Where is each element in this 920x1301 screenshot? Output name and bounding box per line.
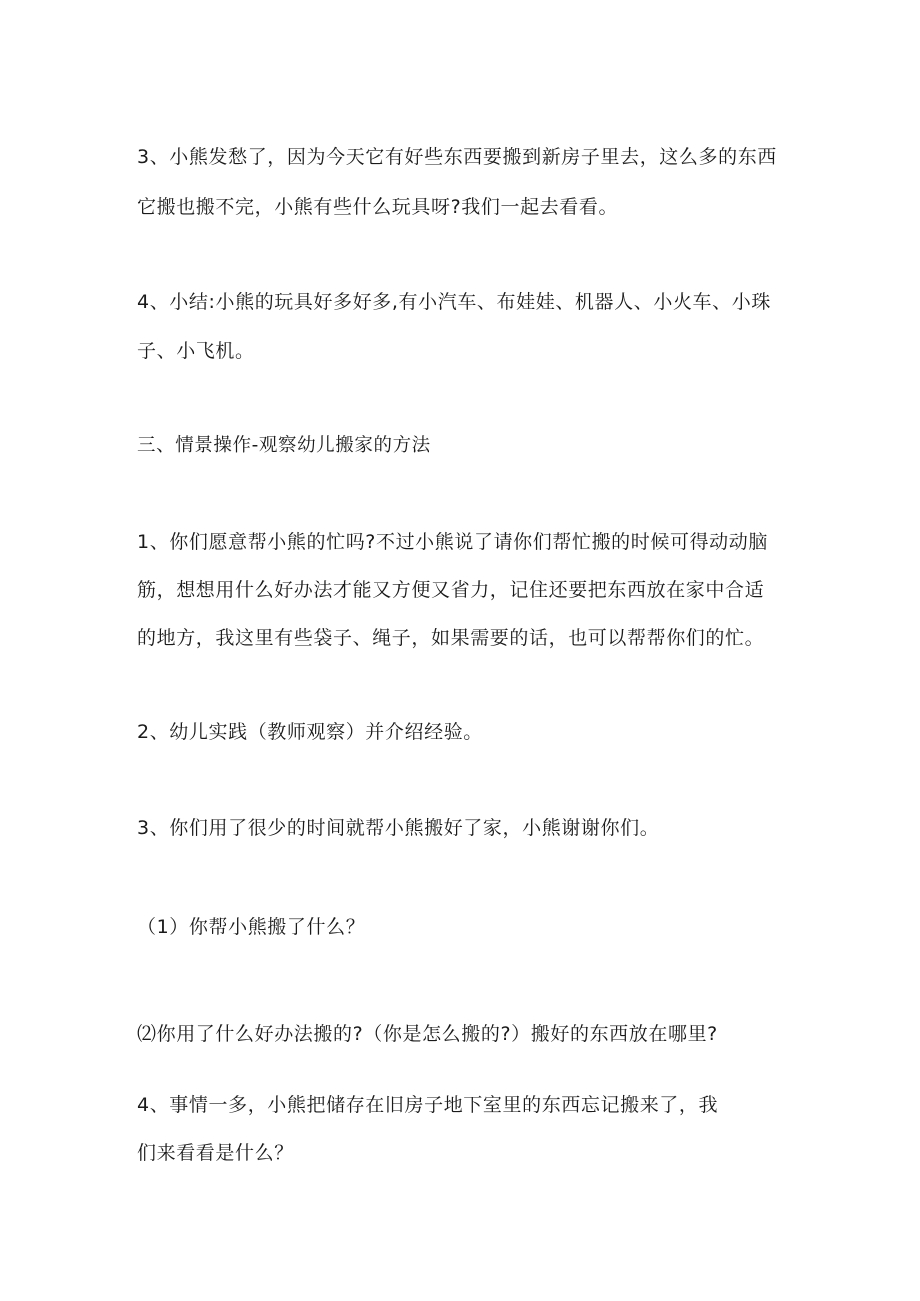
paragraph-summary-line-1: 4、小结:小熊的玩具好多好多,有小汽车、布娃娃、机器人、小火车、小珠 bbox=[137, 291, 771, 313]
paragraph-step-1-line-3: 的地方，我这里有些袋子、绳子，如果需要的话，也可以帮帮你们的忙。 bbox=[137, 627, 765, 649]
question-2: ⑵你用了什么好办法搬的?（你是怎么搬的?）搬好的东西放在哪里? bbox=[137, 1023, 718, 1045]
paragraph-step-3-line-2: 它搬也搬不完，小熊有些什么玩具呀?我们一起去看看。 bbox=[137, 196, 619, 218]
section-heading: 三、情景操作-观察幼儿搬家的方法 bbox=[137, 435, 431, 456]
paragraph-step-2: 2、幼儿实践（教师观察）并介绍经验。 bbox=[137, 721, 483, 743]
paragraph-summary-line-2: 子、小飞机。 bbox=[137, 340, 255, 362]
question-1: （1）你帮小熊搬了什么？ bbox=[137, 916, 366, 938]
paragraph-step-1-line-2: 筋，想想用什么好办法才能又方便又省力，记住还要把东西放在家中合适 bbox=[137, 579, 765, 601]
paragraph-step-4-line-2: 们来看看是什么？ bbox=[137, 1142, 294, 1164]
paragraph-step-4-line-1: 4、事情一多，小熊把储存在旧房子地下室里的东西忘记搬来了，我 bbox=[137, 1094, 719, 1116]
paragraph-step-3b: 3、你们用了很少的时间就帮小熊搬好了家，小熊谢谢你们。 bbox=[137, 817, 660, 839]
paragraph-step-1-line-1: 1、你们愿意帮小熊的忙吗?不过小熊说了请你们帮忙搬的时候可得动动脑 bbox=[137, 531, 768, 553]
paragraph-step-3-line-1: 3、小熊发愁了，因为今天它有好些东西要搬到新房子里去，这么多的东西 bbox=[137, 146, 777, 168]
